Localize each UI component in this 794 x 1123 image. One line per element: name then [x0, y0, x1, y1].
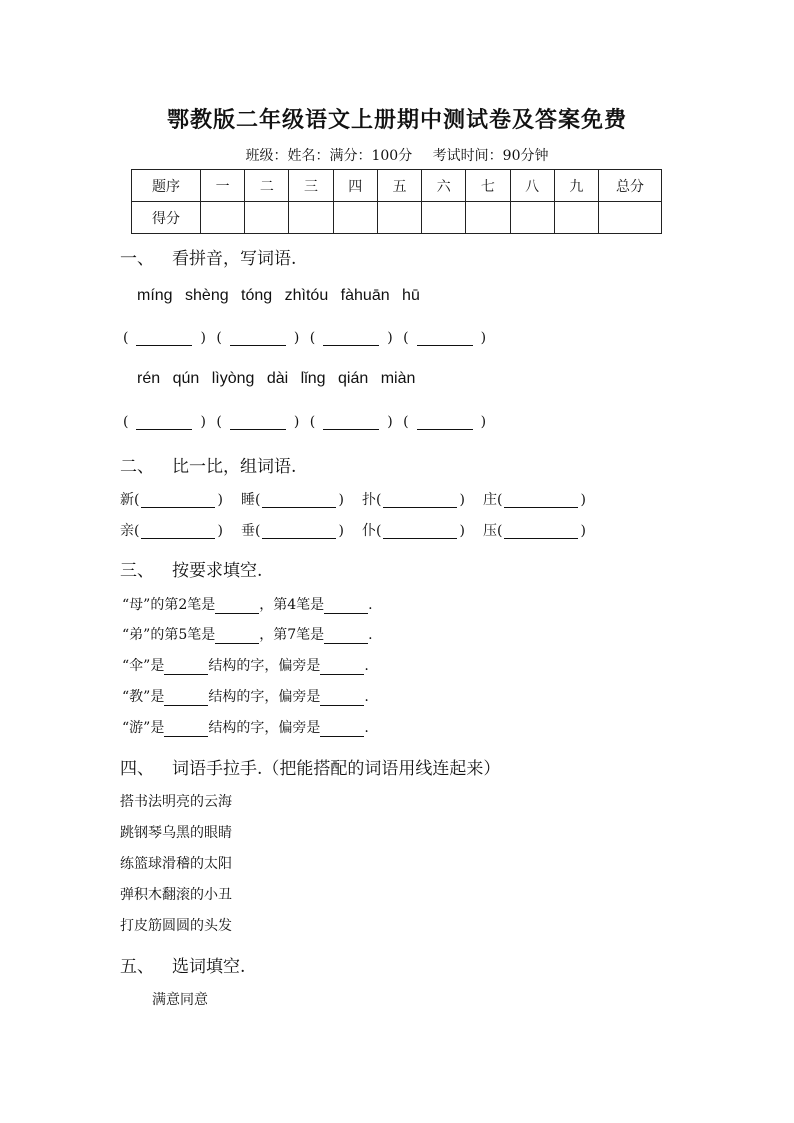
- answer-blank[interactable]: [215, 629, 259, 644]
- col-3: 三: [289, 170, 333, 202]
- score-cell[interactable]: [599, 202, 662, 234]
- fill-text: ，第7笔是: [259, 627, 325, 643]
- section-title: 看拼音，写词语.: [172, 249, 297, 269]
- col-6: 六: [422, 170, 466, 202]
- blank-row-2: ( ) ( ) ( ) ( ): [123, 414, 487, 430]
- section-5-heading: [120, 952, 245, 977]
- fill-text: .: [364, 720, 369, 736]
- page-title: 鄂教版二年级语文上册期中测试卷及答案免费: [166, 107, 627, 133]
- col-7: 七: [466, 170, 510, 202]
- section-number: 一、: [120, 249, 154, 269]
- fill-line-2: [122, 624, 373, 644]
- answer-blank[interactable]: [136, 415, 192, 430]
- score-cell[interactable]: [201, 202, 245, 234]
- answer-blank[interactable]: [262, 493, 336, 508]
- col-9: 九: [554, 170, 598, 202]
- section-title: 按要求填空.: [172, 561, 263, 581]
- col-1: 一: [201, 170, 245, 202]
- pinyin-row-2: rén qún lìyòng dài lǐng qián miàn: [137, 370, 416, 387]
- score-cell[interactable]: [466, 202, 510, 234]
- answer-blank[interactable]: [417, 415, 473, 430]
- compare-char: 扑: [362, 492, 376, 508]
- fill-text: .: [364, 658, 369, 674]
- section-1-heading: [120, 244, 296, 269]
- section-number: 三、: [120, 561, 154, 581]
- match-line-2: 跳钢琴乌黑的眼睛: [120, 825, 232, 841]
- answer-blank[interactable]: [164, 722, 208, 737]
- score-table-header-row: [132, 170, 662, 202]
- section-title: 选词填空.: [172, 957, 246, 977]
- row-label: 得分: [132, 202, 201, 234]
- fill-line-1: [122, 594, 373, 614]
- compare-char: 仆: [362, 523, 376, 539]
- section-2-heading: [120, 452, 296, 477]
- fill-text: ，第4笔是: [259, 597, 325, 613]
- answer-blank[interactable]: [417, 331, 473, 346]
- score-cell[interactable]: [377, 202, 421, 234]
- score-table-score-row: [132, 202, 662, 234]
- col-2: 二: [245, 170, 289, 202]
- score-cell[interactable]: [333, 202, 377, 234]
- match-line-1: 搭书法明亮的云海: [120, 794, 232, 810]
- fill-text: .: [364, 689, 369, 705]
- fill-line-4: [122, 686, 369, 706]
- section-title: 词语手拉手.（把能搭配的词语用线连起来）: [172, 759, 501, 779]
- class-name-score: 班级：姓名：满分：100分: [245, 148, 413, 164]
- score-cell[interactable]: [510, 202, 554, 234]
- exam-time: 考试时间：90分钟: [432, 148, 549, 164]
- answer-blank[interactable]: [164, 660, 208, 675]
- answer-blank[interactable]: [215, 599, 259, 614]
- answer-blank[interactable]: [320, 722, 364, 737]
- compare-char: 亲: [120, 523, 134, 539]
- score-cell[interactable]: [289, 202, 333, 234]
- answer-blank[interactable]: [324, 599, 368, 614]
- section-3-heading: [120, 556, 262, 581]
- col-5: 五: [377, 170, 421, 202]
- fill-text: “伞”是: [122, 658, 165, 674]
- score-table: [131, 169, 662, 234]
- fill-text: “游”是: [122, 720, 165, 736]
- section-4-heading: [120, 754, 500, 779]
- header-label: 题序: [132, 170, 201, 202]
- compare-char: 压: [483, 523, 497, 539]
- answer-blank[interactable]: [230, 415, 286, 430]
- match-line-3: 练篮球滑稽的太阳: [120, 856, 232, 872]
- compare-char: 新: [120, 492, 134, 508]
- answer-blank[interactable]: [262, 524, 336, 539]
- answer-blank[interactable]: [323, 415, 379, 430]
- choose-words: 满意同意: [152, 992, 208, 1008]
- compare-row-1: 新( ) 睡( ) 扑( ) 庄( ): [120, 492, 586, 508]
- answer-blank[interactable]: [141, 493, 215, 508]
- fill-text: “弟”的第5笔是: [122, 627, 216, 643]
- fill-line-3: [122, 655, 369, 675]
- fill-text: “教”是: [122, 689, 165, 705]
- fill-text: .: [368, 597, 373, 613]
- pinyin-row-1: míng shèng tóng zhìtóu fàhuān hū: [137, 287, 420, 304]
- compare-char: 庄: [483, 492, 497, 508]
- section-number: 五、: [120, 957, 154, 977]
- compare-char: 垂: [241, 523, 255, 539]
- answer-blank[interactable]: [136, 331, 192, 346]
- match-line-5: 打皮筋圆圆的头发: [120, 918, 232, 934]
- answer-blank[interactable]: [324, 629, 368, 644]
- answer-blank[interactable]: [323, 331, 379, 346]
- section-title: 比一比，组词语.: [172, 457, 297, 477]
- answer-blank[interactable]: [383, 493, 457, 508]
- col-total: 总分: [599, 170, 662, 202]
- answer-blank[interactable]: [320, 691, 364, 706]
- fill-text: .: [368, 627, 373, 643]
- section-number: 四、: [120, 759, 154, 779]
- col-4: 四: [333, 170, 377, 202]
- score-cell[interactable]: [554, 202, 598, 234]
- answer-blank[interactable]: [504, 524, 578, 539]
- col-8: 八: [510, 170, 554, 202]
- match-line-4: 弹积木翻滚的小丑: [120, 887, 232, 903]
- fill-text: “母”的第2笔是: [122, 597, 216, 613]
- answer-blank[interactable]: [141, 524, 215, 539]
- answer-blank[interactable]: [230, 331, 286, 346]
- score-cell[interactable]: [245, 202, 289, 234]
- fill-text: 结构的字，偏旁是: [208, 689, 321, 705]
- compare-char: 睡: [241, 492, 255, 508]
- fill-line-5: [122, 717, 369, 737]
- compare-row-2: 亲( ) 垂( ) 仆( ) 压( ): [120, 523, 586, 539]
- answer-blank[interactable]: [164, 691, 208, 706]
- answer-blank[interactable]: [383, 524, 457, 539]
- score-cell[interactable]: [422, 202, 466, 234]
- answer-blank[interactable]: [504, 493, 578, 508]
- answer-blank[interactable]: [320, 660, 364, 675]
- fill-text: 结构的字，偏旁是: [208, 720, 321, 736]
- blank-row-1: ( ) ( ) ( ) ( ): [123, 330, 487, 346]
- fill-text: 结构的字，偏旁是: [208, 658, 321, 674]
- exam-info: [0, 145, 794, 165]
- section-number: 二、: [120, 457, 154, 477]
